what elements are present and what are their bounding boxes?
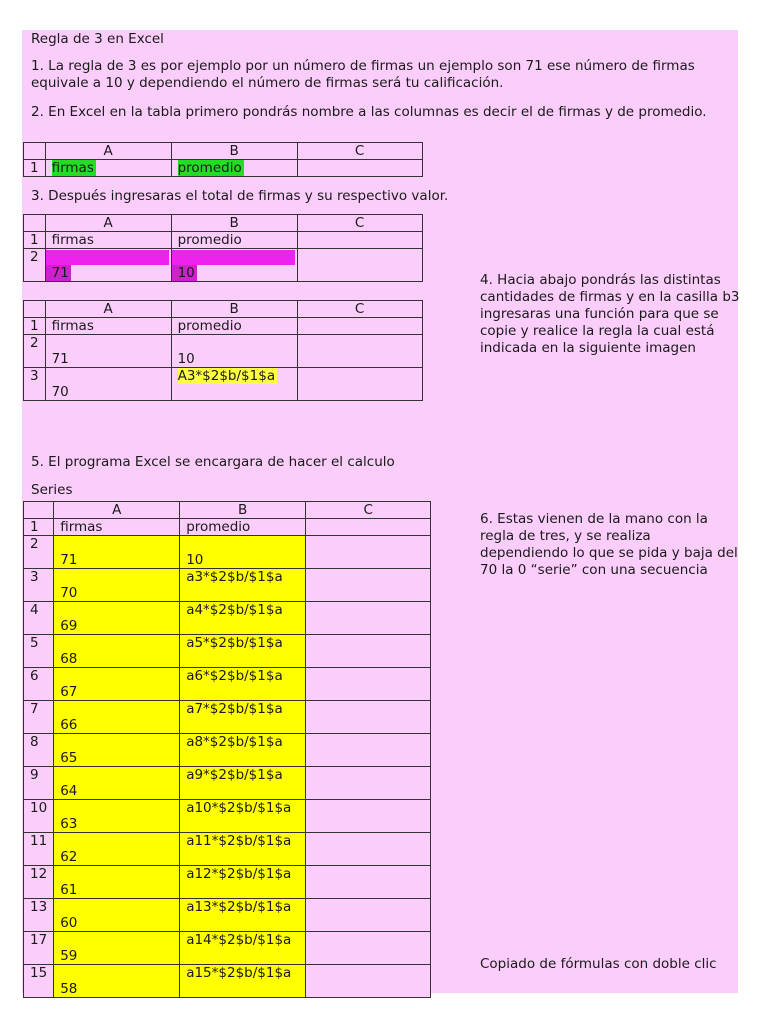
cell-b3-formula: A3*$2$b/$1$a bbox=[177, 368, 276, 384]
promedio-value: a8*$2$b/$1$a bbox=[186, 734, 283, 750]
doc-title: Regla de 3 en Excel bbox=[31, 31, 164, 47]
column-header-c: C bbox=[306, 502, 431, 519]
promedio-value: a12*$2$b/$1$a bbox=[186, 866, 292, 882]
firmas-value: 68 bbox=[60, 651, 78, 667]
row-number: 7 bbox=[24, 701, 54, 734]
cell-c bbox=[306, 569, 431, 602]
column-header-a: A bbox=[45, 301, 171, 318]
magenta-fill bbox=[172, 250, 295, 265]
promedio-value: a5*$2$b/$1$a bbox=[186, 635, 283, 651]
row-number: 6 bbox=[24, 668, 54, 701]
table-row bbox=[24, 932, 431, 965]
cell-c bbox=[306, 932, 431, 965]
cell-firmas bbox=[54, 833, 180, 866]
row-number: 11 bbox=[24, 833, 54, 866]
spreadsheet-table-2 bbox=[23, 214, 423, 282]
column-header-b: B bbox=[171, 301, 297, 318]
promedio-value: a9*$2$b/$1$a bbox=[186, 767, 283, 783]
cell-b1 bbox=[171, 160, 297, 177]
table-row bbox=[24, 668, 431, 701]
promedio-value: a4*$2$b/$1$a bbox=[186, 602, 283, 618]
firmas-value: 64 bbox=[60, 783, 78, 799]
cell-firmas bbox=[54, 767, 180, 800]
row-number: 1 bbox=[24, 519, 54, 536]
corner-cell bbox=[24, 143, 46, 160]
series-label: Series bbox=[31, 482, 73, 498]
column-header-a: A bbox=[54, 502, 180, 519]
row-number: 9 bbox=[24, 767, 54, 800]
row-number: 13 bbox=[24, 899, 54, 932]
row-number: 3 bbox=[24, 368, 46, 401]
cell-promedio bbox=[180, 800, 306, 833]
table-row bbox=[24, 734, 431, 767]
table-row bbox=[24, 536, 431, 569]
copy-note: Copiado de fórmulas con doble clic bbox=[480, 956, 717, 972]
cell-promedio bbox=[180, 899, 306, 932]
cell-firmas bbox=[54, 965, 180, 998]
row-number: 4 bbox=[24, 602, 54, 635]
firmas-value: 69 bbox=[60, 618, 78, 634]
step-2-text: 2. En Excel en la tabla primero pondrás nombre a las columnas es decir el de firmas y de promedio. bbox=[31, 104, 707, 120]
cell-c1 bbox=[297, 318, 422, 335]
table-row bbox=[24, 899, 431, 932]
cell-promedio bbox=[180, 833, 306, 866]
promedio-value: a15*$2$b/$1$a bbox=[186, 965, 292, 981]
corner-cell bbox=[24, 301, 46, 318]
cell-b1: promedio bbox=[180, 519, 306, 536]
cell-a1: firmas bbox=[54, 519, 180, 536]
firmas-value: 66 bbox=[60, 717, 78, 733]
firmas-value: 59 bbox=[60, 948, 78, 964]
cell-promedio bbox=[180, 536, 306, 569]
cell-b1-value: promedio bbox=[177, 160, 242, 176]
row-number: 2 bbox=[24, 249, 46, 282]
firmas-value: 60 bbox=[60, 915, 78, 931]
table-row bbox=[24, 701, 431, 734]
corner-cell bbox=[24, 502, 54, 519]
firmas-value: 58 bbox=[60, 981, 78, 997]
row-number: 10 bbox=[24, 800, 54, 833]
cell-firmas bbox=[54, 701, 180, 734]
cell-promedio bbox=[180, 569, 306, 602]
cell-firmas bbox=[54, 866, 180, 899]
firmas-value: 61 bbox=[60, 882, 78, 898]
cell-c bbox=[306, 668, 431, 701]
cell-c bbox=[306, 800, 431, 833]
table-row bbox=[24, 833, 431, 866]
cell-c2 bbox=[297, 249, 422, 282]
firmas-value: 63 bbox=[60, 816, 78, 832]
step-1-text: 1. La regla de 3 es por ejemplo por un número de firmas un ejemplo son 71 ese número de firmas equivale a 10 y dependiendo el número de firmas será tu calificación. bbox=[31, 58, 695, 91]
cell-promedio bbox=[180, 668, 306, 701]
cell-c bbox=[306, 734, 431, 767]
row-number: 1 bbox=[24, 318, 46, 335]
promedio-value: a7*$2$b/$1$a bbox=[186, 701, 283, 717]
row-number: 2 bbox=[24, 536, 54, 569]
cell-a2 bbox=[45, 249, 171, 282]
cell-firmas bbox=[54, 800, 180, 833]
cell-a2-value: 71 bbox=[46, 265, 71, 281]
cell-c bbox=[306, 965, 431, 998]
cell-c bbox=[306, 602, 431, 635]
cell-promedio bbox=[180, 767, 306, 800]
promedio-value: a13*$2$b/$1$a bbox=[186, 899, 292, 915]
cell-b1: promedio bbox=[171, 318, 297, 335]
table-row bbox=[24, 767, 431, 800]
cell-b2 bbox=[171, 249, 297, 282]
promedio-value: a10*$2$b/$1$a bbox=[186, 800, 292, 816]
promedio-value: a11*$2$b/$1$a bbox=[186, 833, 292, 849]
column-header-a: A bbox=[45, 143, 171, 160]
row-number: 15 bbox=[24, 965, 54, 998]
row-number: 3 bbox=[24, 569, 54, 602]
step-3-text: 3. Después ingresaras el total de firmas y su respectivo valor. bbox=[31, 188, 449, 204]
cell-a1-value: firmas bbox=[51, 160, 94, 176]
cell-c bbox=[306, 899, 431, 932]
column-header-a: A bbox=[45, 215, 171, 232]
column-header-b: B bbox=[171, 143, 297, 160]
cell-firmas bbox=[54, 536, 180, 569]
cell-c1 bbox=[297, 232, 422, 249]
cell-c bbox=[306, 833, 431, 866]
row-number: 2 bbox=[24, 335, 46, 368]
cell-firmas bbox=[54, 932, 180, 965]
cell-promedio bbox=[180, 932, 306, 965]
cell-b2-value: 10 bbox=[172, 265, 197, 281]
promedio-value: a14*$2$b/$1$a bbox=[186, 932, 292, 948]
table-row bbox=[24, 965, 431, 998]
cell-firmas bbox=[54, 668, 180, 701]
cell-a1: firmas bbox=[45, 318, 171, 335]
firmas-value: 67 bbox=[60, 684, 78, 700]
cell-promedio bbox=[180, 734, 306, 767]
step-4-text: 4. Hacia abajo pondrás las distintas cantidades de firmas y en la casilla b3 ingresaras una función para que se copie y realice la regla la cual está indicada en la siguiente imagen bbox=[480, 272, 740, 356]
cell-promedio bbox=[180, 701, 306, 734]
cell-promedio bbox=[180, 965, 306, 998]
cell-c bbox=[306, 536, 431, 569]
cell-firmas bbox=[54, 734, 180, 767]
promedio-value: a3*$2$b/$1$a bbox=[186, 569, 283, 585]
firmas-value: 62 bbox=[60, 849, 78, 865]
row-number: 1 bbox=[24, 160, 46, 177]
row-number: 12 bbox=[24, 866, 54, 899]
table-row bbox=[24, 569, 431, 602]
table-row bbox=[24, 635, 431, 668]
column-header-b: B bbox=[180, 502, 306, 519]
cell-a1 bbox=[45, 160, 171, 177]
cell-firmas bbox=[54, 635, 180, 668]
spreadsheet-table-series bbox=[23, 501, 431, 998]
cell-promedio bbox=[180, 635, 306, 668]
cell-firmas bbox=[54, 602, 180, 635]
cell-c bbox=[306, 767, 431, 800]
cell-c1 bbox=[297, 160, 422, 177]
cell-c1 bbox=[306, 519, 431, 536]
step-6-text: 6. Estas vienen de la mano con la regla de tres, y se realiza dependiendo lo que se pida y baja del 70 la 0 “serie” con una secuencia bbox=[480, 511, 738, 578]
cell-c bbox=[306, 635, 431, 668]
firmas-value: 65 bbox=[60, 750, 78, 766]
column-header-c: C bbox=[297, 301, 422, 318]
row-number: 17 bbox=[24, 932, 54, 965]
column-header-b: B bbox=[171, 215, 297, 232]
cell-a2-value: 71 bbox=[51, 351, 69, 367]
spreadsheet-table-1 bbox=[23, 142, 423, 177]
spreadsheet-table-3 bbox=[23, 300, 423, 401]
cell-a3-value: 70 bbox=[51, 384, 69, 400]
firmas-value: 70 bbox=[60, 585, 78, 601]
step-5-text: 5. El programa Excel se encargara de hacer el calculo bbox=[31, 454, 395, 470]
cell-a2 bbox=[45, 335, 171, 368]
table-row bbox=[24, 866, 431, 899]
cell-promedio bbox=[180, 602, 306, 635]
cell-b2 bbox=[171, 335, 297, 368]
column-header-c: C bbox=[297, 143, 422, 160]
table-row bbox=[24, 800, 431, 833]
cell-b1: promedio bbox=[171, 232, 297, 249]
cell-firmas bbox=[54, 899, 180, 932]
cell-b2-value: 10 bbox=[177, 351, 195, 367]
firmas-value: 71 bbox=[60, 552, 78, 568]
cell-c2 bbox=[297, 335, 422, 368]
promedio-value: a6*$2$b/$1$a bbox=[186, 668, 283, 684]
row-number: 1 bbox=[24, 232, 46, 249]
cell-c bbox=[306, 701, 431, 734]
magenta-fill bbox=[46, 250, 169, 265]
row-number: 8 bbox=[24, 734, 54, 767]
table-row bbox=[24, 602, 431, 635]
cell-firmas bbox=[54, 569, 180, 602]
column-header-c: C bbox=[297, 215, 422, 232]
cell-c bbox=[306, 866, 431, 899]
cell-c3 bbox=[297, 368, 422, 401]
cell-b3 bbox=[171, 368, 297, 401]
cell-promedio bbox=[180, 866, 306, 899]
promedio-value: 10 bbox=[186, 552, 204, 568]
cell-a3 bbox=[45, 368, 171, 401]
row-number: 5 bbox=[24, 635, 54, 668]
cell-a1: firmas bbox=[45, 232, 171, 249]
corner-cell bbox=[24, 215, 46, 232]
